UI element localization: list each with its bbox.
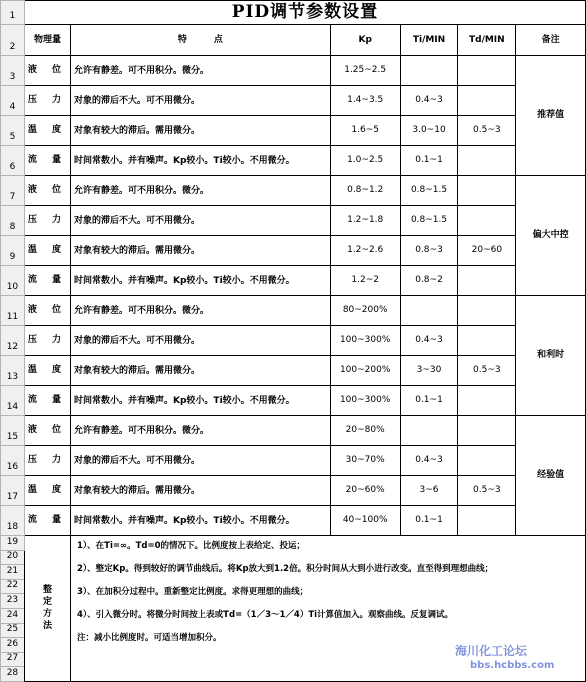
row-header: 10 — [1, 266, 25, 296]
cell-td[interactable]: 0.5~3 — [458, 476, 516, 506]
row-header: 11 — [1, 296, 25, 326]
table-row — [1, 206, 586, 236]
cell-td[interactable] — [458, 86, 516, 116]
cell-ti[interactable]: 0.1~1 — [400, 506, 458, 536]
cell-td[interactable] — [458, 176, 516, 206]
cell-ti[interactable]: 0.8~3 — [400, 236, 458, 266]
cell-medium[interactable]: 压 力 — [24, 206, 70, 236]
table-row — [1, 56, 586, 86]
row-header: 6 — [1, 146, 25, 176]
row-header: 4 — [1, 86, 25, 116]
cell-feature[interactable]: 时间常数小。并有噪声。Kp较小。Ti较小。不用微分。 — [71, 146, 331, 176]
table-row — [1, 146, 586, 176]
cell-ti[interactable] — [400, 56, 458, 86]
cell-medium[interactable]: 温 度 — [24, 356, 70, 386]
cell-kp[interactable]: 100~300% — [330, 326, 400, 356]
cell-ti[interactable]: 0.8~2 — [400, 266, 458, 296]
cell-note[interactable]: 经验值 — [516, 416, 586, 536]
row-header: 13 — [1, 356, 25, 386]
column-header-medium[interactable]: 物理量 — [24, 25, 70, 56]
column-header-feature[interactable]: 特 点 — [71, 25, 331, 56]
row-header: 27 — [1, 652, 25, 667]
row-header: 5 — [1, 116, 25, 146]
watermark-text: 海川化工论坛 — [455, 644, 528, 658]
cell-kp[interactable]: 20~80% — [330, 416, 400, 446]
row-header: 28 — [1, 667, 25, 682]
cell-feature[interactable]: 时间常数小。并有噪声。Kp较小。Ti较小。不用微分。 — [71, 506, 331, 536]
cell-kp[interactable]: 1.25~2.5 — [330, 56, 400, 86]
row-header: 23 — [1, 594, 25, 609]
cell-medium[interactable]: 液 位 — [24, 296, 70, 326]
column-header-td[interactable]: Td/MIN — [458, 25, 516, 56]
cell-medium[interactable]: 压 力 — [24, 86, 70, 116]
row-header: 1 — [1, 1, 25, 25]
table-row — [1, 176, 586, 206]
cell-td[interactable] — [458, 446, 516, 476]
cell-feature[interactable]: 对象有较大的滞后。需用微分。 — [71, 116, 331, 146]
cell-td[interactable] — [458, 506, 516, 536]
table-row — [1, 386, 586, 416]
cell-kp[interactable]: 1.2~1.8 — [330, 206, 400, 236]
method-label-char: 方 — [42, 609, 52, 620]
cell-ti[interactable]: 0.4~3 — [400, 86, 458, 116]
row-header: 21 — [1, 565, 25, 580]
row-header: 16 — [1, 446, 25, 476]
row-header: 22 — [1, 579, 25, 594]
cell-td[interactable] — [458, 146, 516, 176]
table-row — [1, 86, 586, 116]
row-header: 25 — [1, 623, 25, 638]
method-label-char: 整 — [42, 585, 52, 596]
cell-feature[interactable]: 对象有较大的滞后。需用微分。 — [71, 476, 331, 506]
row-header: 18 — [1, 506, 25, 536]
cell-medium[interactable]: 流 量 — [24, 386, 70, 416]
cell-kp[interactable]: 100~300% — [330, 386, 400, 416]
cell-medium[interactable]: 液 位 — [24, 176, 70, 206]
cell-td[interactable] — [458, 416, 516, 446]
row-header: 19 — [1, 536, 25, 551]
cell-feature[interactable]: 对象的滞后不大。可不用微分。 — [71, 446, 331, 476]
table-row — [1, 236, 586, 266]
cell-note[interactable]: 偏大中控 — [516, 176, 586, 296]
method-line: 4）、引入微分时。将微分时间按上表或Td=（1／3～1／4）Ti计算值加入。观察曲线。反复调试。 — [77, 610, 454, 620]
row-header: 8 — [1, 206, 25, 236]
cell-ti[interactable]: 3.0~10 — [400, 116, 458, 146]
column-header-note[interactable]: 备注 — [516, 25, 586, 56]
cell-ti[interactable]: 3~30 — [400, 356, 458, 386]
cell-medium[interactable]: 液 位 — [24, 416, 70, 446]
cell-feature[interactable]: 时间常数小。并有噪声。Kp较小。Ti较小。不用微分。 — [71, 386, 331, 416]
row-header: 9 — [1, 236, 25, 266]
cell-td[interactable] — [458, 386, 516, 416]
row-header: 26 — [1, 638, 25, 653]
cell-td[interactable] — [458, 266, 516, 296]
cell-ti[interactable]: 0.8~1.5 — [400, 176, 458, 206]
cell-ti[interactable]: 0.1~1 — [400, 386, 458, 416]
cell-kp[interactable]: 1.6~5 — [330, 116, 400, 146]
cell-feature[interactable]: 对象的滞后不大。可不用微分。 — [71, 206, 331, 236]
cell-td[interactable] — [458, 56, 516, 86]
column-header-ti[interactable]: Ti/MIN — [400, 25, 458, 56]
method-label-char: 定 — [42, 597, 52, 608]
method-line: 1）、在Ti=∞。Td=0的情况下。比例度按上表给定、投运； — [77, 541, 306, 551]
row-header: 20 — [1, 550, 25, 565]
table-row — [1, 506, 586, 536]
cell-note[interactable]: 和利时 — [516, 296, 586, 416]
cell-feature[interactable]: 对象的滞后不大。可不用微分。 — [71, 86, 331, 116]
cell-medium[interactable]: 液 位 — [24, 56, 70, 86]
row-header: 3 — [1, 56, 25, 86]
cell-ti[interactable]: 3~6 — [400, 476, 458, 506]
sheet-title[interactable]: PID调节参数设置 — [24, 1, 585, 25]
cell-ti[interactable] — [400, 296, 458, 326]
cell-feature[interactable]: 允许有静差。可不用积分。微分。 — [71, 176, 331, 206]
cell-kp[interactable]: 1.2~2 — [330, 266, 400, 296]
cell-medium[interactable]: 流 量 — [24, 146, 70, 176]
cell-medium[interactable]: 温 度 — [24, 476, 70, 506]
table-row — [1, 476, 586, 506]
method-line: 3）、在加积分过程中。重新整定比例度。求得更理想的曲线； — [77, 587, 309, 597]
cell-feature[interactable]: 对象的滞后不大。可不用微分。 — [71, 326, 331, 356]
row-header: 14 — [1, 386, 25, 416]
cell-feature[interactable]: 允许有静差。可不用积分。微分。 — [71, 416, 331, 446]
method-label-char: 法 — [42, 621, 52, 632]
cell-ti[interactable]: 0.4~3 — [400, 326, 458, 356]
cell-td[interactable] — [458, 326, 516, 356]
column-header-kp[interactable]: Kp — [330, 25, 400, 56]
cell-kp[interactable]: 1.4~3.5 — [330, 86, 400, 116]
cell-td[interactable]: 0.5~3 — [458, 116, 516, 146]
cell-kp[interactable]: 1.2~2.6 — [330, 236, 400, 266]
cell-feature[interactable]: 允许有静差。可不用积分。微分。 — [71, 56, 331, 86]
cell-td[interactable] — [458, 296, 516, 326]
cell-note[interactable]: 推荐值 — [516, 56, 586, 176]
cell-ti[interactable]: 0.1~1 — [400, 146, 458, 176]
table-row — [1, 446, 586, 476]
method-line: 注：减小比例度时。可适当增加积分。 — [77, 633, 222, 643]
table-row — [1, 416, 586, 446]
table-row — [1, 326, 586, 356]
cell-medium[interactable]: 温 度 — [24, 236, 70, 266]
watermark-url: bbs.hcbbs.com — [470, 660, 555, 671]
cell-ti[interactable]: 0.4~3 — [400, 446, 458, 476]
cell-td[interactable]: 20~60 — [458, 236, 516, 266]
row-header: 24 — [1, 608, 25, 623]
cell-ti[interactable] — [400, 416, 458, 446]
method-label — [24, 536, 70, 682]
cell-feature[interactable]: 时间常数小。并有噪声。Kp较小。Ti较小。不用微分。 — [71, 266, 331, 296]
cell-td[interactable] — [458, 206, 516, 236]
table-row — [1, 266, 586, 296]
cell-kp[interactable]: 100~200% — [330, 356, 400, 386]
row-header: 15 — [1, 416, 25, 446]
cell-medium[interactable]: 压 力 — [24, 446, 70, 476]
table-row — [1, 356, 586, 386]
cell-feature[interactable]: 对象有较大的滞后。需用微分。 — [71, 236, 331, 266]
table-row — [1, 296, 586, 326]
cell-medium[interactable]: 流 量 — [24, 266, 70, 296]
cell-feature[interactable]: 允许有静差。可不用积分。微分。 — [71, 296, 331, 326]
cell-feature[interactable]: 对象有较大的滞后。需用微分。 — [71, 356, 331, 386]
method-line: 2）、整定Kp。得到较好的调节曲线后。将Kp放大到1.2倍。积分时间从大到小进行改变。直至得到理想曲线； — [77, 564, 494, 574]
cell-kp[interactable]: 40~100% — [330, 506, 400, 536]
cell-td[interactable]: 0.5~3 — [458, 356, 516, 386]
cell-kp[interactable]: 0.8~1.2 — [330, 176, 400, 206]
table-row — [1, 116, 586, 146]
cell-medium[interactable]: 压 力 — [24, 326, 70, 356]
cell-medium[interactable]: 流 量 — [24, 506, 70, 536]
cell-medium[interactable]: 温 度 — [24, 116, 70, 146]
row-header: 7 — [1, 176, 25, 206]
row-header: 17 — [1, 476, 25, 506]
cell-kp[interactable]: 80~200% — [330, 296, 400, 326]
cell-kp[interactable]: 1.0~2.5 — [330, 146, 400, 176]
cell-kp[interactable]: 20~60% — [330, 476, 400, 506]
cell-ti[interactable]: 0.8~1.5 — [400, 206, 458, 236]
row-header: 2 — [1, 25, 25, 56]
cell-kp[interactable]: 30~70% — [330, 446, 400, 476]
row-header: 12 — [1, 326, 25, 356]
